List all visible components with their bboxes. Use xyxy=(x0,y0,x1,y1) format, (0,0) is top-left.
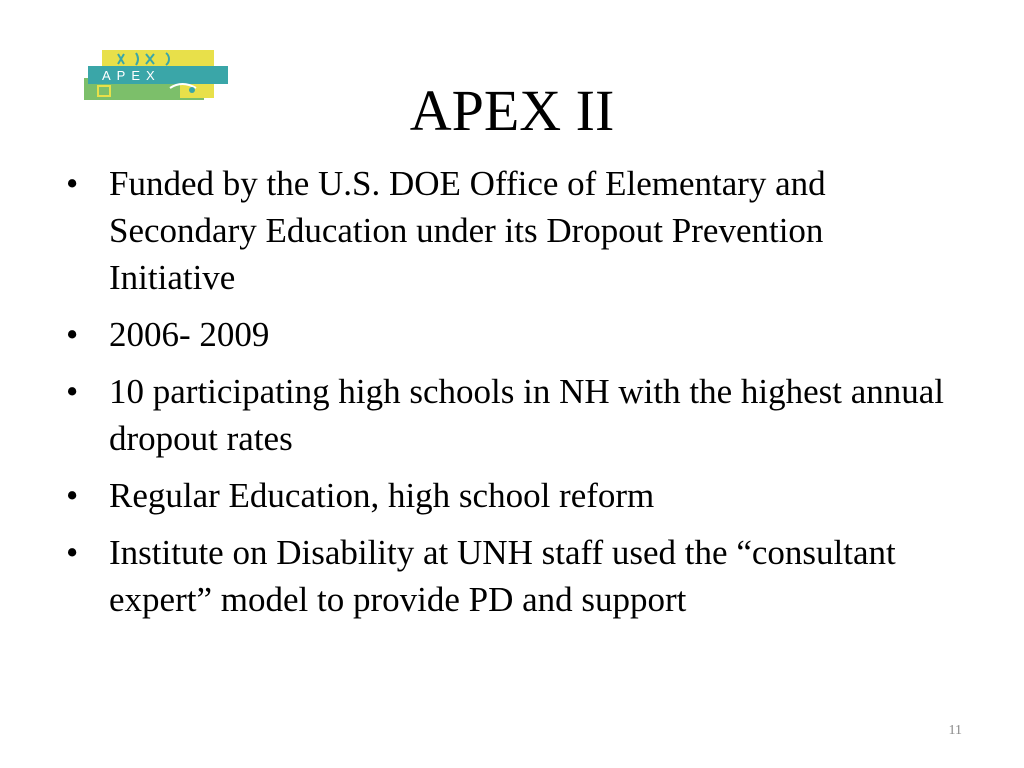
bullet-item xyxy=(66,472,946,519)
bullet-dot-icon: • xyxy=(66,164,79,203)
bullet-text: 2006- 2009 xyxy=(109,315,270,354)
bullet-text: Regular Education, high school reform xyxy=(109,476,655,515)
bullet-text: 10 participating high schools in NH with the highest annual dropout rates xyxy=(109,372,945,458)
bullet-dot-icon: • xyxy=(66,533,79,572)
bullet-dot-icon: • xyxy=(66,476,79,515)
bullet-dot-icon: • xyxy=(66,315,79,354)
bullet-text: Institute on Disability at UNH staff used the “consultant expert” model to provide PD and support xyxy=(109,533,896,619)
bullet-item xyxy=(66,311,946,358)
bullet-text: Funded by the U.S. DOE Office of Elementary and Secondary Education under its Dropout Prevention Initiative xyxy=(109,164,826,297)
bullet-item xyxy=(66,160,946,301)
bullet-item xyxy=(66,368,946,462)
slide-number: 11 xyxy=(948,723,962,738)
slide-title: APEX II xyxy=(409,78,615,143)
bullet-list xyxy=(66,160,946,633)
svg-text:APEX: APEX xyxy=(102,68,161,83)
bullet-dot-icon: • xyxy=(66,372,79,411)
bullet-item xyxy=(66,529,946,623)
